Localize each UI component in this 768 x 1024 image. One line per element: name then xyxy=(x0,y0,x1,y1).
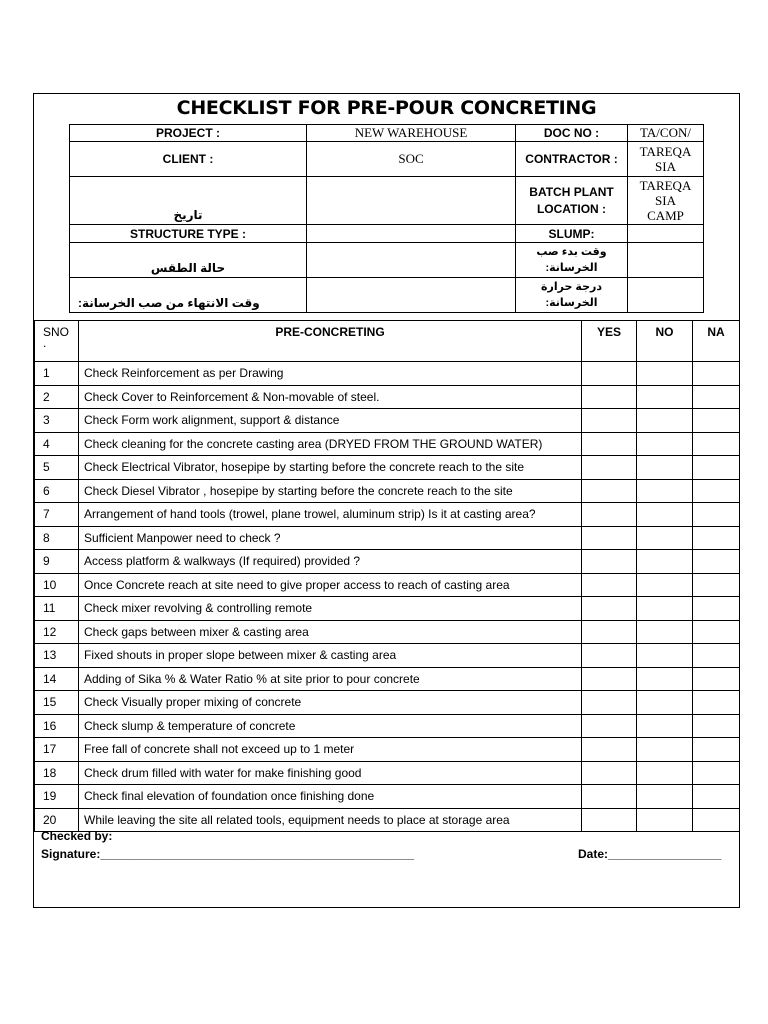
na-checkbox-cell[interactable] xyxy=(693,456,740,480)
checklist-row xyxy=(35,667,740,691)
yes-checkbox-cell[interactable] xyxy=(582,761,637,785)
check-item-text: Check Visually proper mixing of concrete xyxy=(79,691,582,715)
pour-start-value[interactable] xyxy=(628,243,704,278)
checklist-row xyxy=(35,620,740,644)
yes-checkbox-cell[interactable] xyxy=(582,808,637,832)
row-number: 13 xyxy=(35,644,79,668)
checklist-row xyxy=(35,761,740,785)
no-checkbox-cell[interactable] xyxy=(637,738,693,762)
yes-checkbox-cell[interactable] xyxy=(582,785,637,809)
page-title: CHECKLIST FOR PRE-POUR CONCRETING xyxy=(176,97,597,119)
client-value[interactable]: SOC xyxy=(307,142,516,177)
row-number: 10 xyxy=(35,573,79,597)
signature-row xyxy=(41,847,731,865)
na-checkbox-cell[interactable] xyxy=(693,785,740,809)
row-number: 8 xyxy=(35,526,79,550)
yes-checkbox-cell[interactable] xyxy=(582,550,637,574)
no-checkbox-cell[interactable] xyxy=(637,456,693,480)
checklist-row xyxy=(35,456,740,480)
checklist-row xyxy=(35,479,740,503)
check-item-text: Check gaps between mixer & casting area xyxy=(79,620,582,644)
no-checkbox-cell[interactable] xyxy=(637,432,693,456)
no-checkbox-cell[interactable] xyxy=(637,761,693,785)
yes-checkbox-cell[interactable] xyxy=(582,362,637,386)
check-item-text: Check Cover to Reinforcement & Non-movable of steel. xyxy=(79,385,582,409)
row-number: 7 xyxy=(35,503,79,527)
no-checkbox-cell[interactable] xyxy=(637,526,693,550)
batch-plant-label-line: BATCH PLANT xyxy=(529,184,614,199)
yes-checkbox-cell[interactable] xyxy=(582,738,637,762)
client-label: CLIENT : xyxy=(70,142,307,177)
check-item-text: Check slump & temperature of concrete xyxy=(79,714,582,738)
checklist-row xyxy=(35,644,740,668)
check-item-text: Sufficient Manpower need to check ? xyxy=(79,526,582,550)
yes-checkbox-cell[interactable] xyxy=(582,714,637,738)
pour-end-ar-label: وقت الانتهاء من صب الخرسانة: xyxy=(70,278,307,313)
row-number: 5 xyxy=(35,456,79,480)
yes-checkbox-cell[interactable] xyxy=(582,644,637,668)
na-checkbox-cell[interactable] xyxy=(693,597,740,621)
no-checkbox-cell[interactable] xyxy=(637,644,693,668)
check-item-text: Check cleaning for the concrete casting area (DRYED FROM THE GROUND WATER) xyxy=(79,432,582,456)
check-item-text: Check final elevation of foundation once finishing done xyxy=(79,785,582,809)
na-checkbox-cell[interactable] xyxy=(693,620,740,644)
checklist-row xyxy=(35,714,740,738)
checklist-form xyxy=(33,93,740,908)
check-item-text: While leaving the site all related tools, equipment needs to place at storage area xyxy=(79,808,582,832)
checklist-row xyxy=(35,526,740,550)
no-checkbox-cell[interactable] xyxy=(637,667,693,691)
check-item-text: Fixed shouts in proper slope between mixer & casting area xyxy=(79,644,582,668)
contractor-value[interactable] xyxy=(628,142,704,177)
batch-plant-value-line: SIA xyxy=(655,193,676,208)
no-checkbox-cell[interactable] xyxy=(637,597,693,621)
concrete-temp-ar-label-line: الخرسانة: xyxy=(545,297,598,309)
yes-checkbox-cell[interactable] xyxy=(582,456,637,480)
project-value[interactable]: NEW WAREHOUSE xyxy=(307,125,516,142)
sno-header-dot: . xyxy=(43,336,47,350)
check-item-text: Check Form work alignment, support & distance xyxy=(79,409,582,433)
row-number: 19 xyxy=(35,785,79,809)
row-number: 11 xyxy=(35,597,79,621)
na-checkbox-cell[interactable] xyxy=(693,503,740,527)
no-checkbox-cell[interactable] xyxy=(637,385,693,409)
row-number: 12 xyxy=(35,620,79,644)
doc-no-value[interactable]: TA/CON/ xyxy=(628,125,704,142)
na-checkbox-cell[interactable] xyxy=(693,691,740,715)
checklist-row xyxy=(35,785,740,809)
concrete-temp-ar-label-line: درجة حرارة xyxy=(541,281,602,293)
checklist-row xyxy=(35,808,740,832)
na-checkbox-cell[interactable] xyxy=(693,409,740,433)
checklist-row xyxy=(35,362,740,386)
concrete-temp-ar-label xyxy=(516,278,628,313)
na-header: NA xyxy=(693,321,740,362)
checklist-row xyxy=(35,597,740,621)
structure-type-value[interactable] xyxy=(307,225,516,243)
project-info-table xyxy=(69,124,704,313)
batch-plant-label xyxy=(516,177,628,225)
row-number: 17 xyxy=(35,738,79,762)
no-checkbox-cell[interactable] xyxy=(637,573,693,597)
check-item-text: Check Electrical Vibrator, hosepipe by starting before the concrete reach to the site xyxy=(79,456,582,480)
yes-checkbox-cell[interactable] xyxy=(582,691,637,715)
batch-plant-value-line: TAREQA xyxy=(639,178,692,193)
na-checkbox-cell[interactable] xyxy=(693,432,740,456)
checklist-row xyxy=(35,432,740,456)
yes-header: YES xyxy=(582,321,637,362)
row-number: 15 xyxy=(35,691,79,715)
na-checkbox-cell[interactable] xyxy=(693,644,740,668)
checklist-row xyxy=(35,550,740,574)
check-item-text: Free fall of concrete shall not exceed up to 1 meter xyxy=(79,738,582,762)
sign-off-section xyxy=(41,829,731,865)
no-checkbox-cell[interactable] xyxy=(637,362,693,386)
date-value[interactable] xyxy=(307,177,516,225)
row-number: 6 xyxy=(35,479,79,503)
checklist-row xyxy=(35,385,740,409)
batch-plant-value-line: CAMP xyxy=(647,208,684,223)
row-number: 14 xyxy=(35,667,79,691)
row-number: 18 xyxy=(35,761,79,785)
no-checkbox-cell[interactable] xyxy=(637,409,693,433)
row-number: 4 xyxy=(35,432,79,456)
row-number: 16 xyxy=(35,714,79,738)
check-item-text: Check drum filled with water for make finishing good xyxy=(79,761,582,785)
checklist-row xyxy=(35,573,740,597)
slump-label: SLUMP: xyxy=(516,225,628,243)
pour-end-value[interactable] xyxy=(307,278,516,313)
no-checkbox-cell[interactable] xyxy=(637,785,693,809)
slump-value[interactable] xyxy=(628,225,704,243)
yes-checkbox-cell[interactable] xyxy=(582,526,637,550)
row-number: 3 xyxy=(35,409,79,433)
checklist-row xyxy=(35,738,740,762)
row-number: 9 xyxy=(35,550,79,574)
no-checkbox-cell[interactable] xyxy=(637,691,693,715)
doc-no-label: DOC NO : xyxy=(516,125,628,142)
na-checkbox-cell[interactable] xyxy=(693,550,740,574)
contractor-value-line: TAREQA xyxy=(639,144,692,159)
no-checkbox-cell[interactable] xyxy=(637,550,693,574)
checklist-table xyxy=(34,320,740,832)
na-checkbox-cell[interactable] xyxy=(693,738,740,762)
weather-ar-label: حالة الطقس xyxy=(70,243,307,278)
na-checkbox-cell[interactable] xyxy=(693,385,740,409)
section-header: PRE-CONCRETING xyxy=(79,321,582,362)
yes-checkbox-cell[interactable] xyxy=(582,573,637,597)
check-item-text: Arrangement of hand tools (trowel, plane trowel, aluminum strip) Is it at casting area? xyxy=(79,503,582,527)
yes-checkbox-cell[interactable] xyxy=(582,479,637,503)
pour-start-ar-label-line: الخرسانة: xyxy=(545,262,598,274)
no-checkbox-cell[interactable] xyxy=(637,479,693,503)
weather-value[interactable] xyxy=(307,243,516,278)
check-item-text: Check Reinforcement as per Drawing xyxy=(79,362,582,386)
na-checkbox-cell[interactable] xyxy=(693,362,740,386)
pour-start-ar-label xyxy=(516,243,628,278)
concrete-temp-value[interactable] xyxy=(628,278,704,313)
batch-plant-value[interactable] xyxy=(628,177,704,225)
checklist-header-row xyxy=(35,321,740,362)
na-checkbox-cell[interactable] xyxy=(693,808,740,832)
date-field[interactable]: Date:_________________ xyxy=(578,847,722,861)
yes-checkbox-cell[interactable] xyxy=(582,597,637,621)
yes-checkbox-cell[interactable] xyxy=(582,409,637,433)
no-checkbox-cell[interactable] xyxy=(637,620,693,644)
project-label: PROJECT : xyxy=(70,125,307,142)
yes-checkbox-cell[interactable] xyxy=(582,620,637,644)
na-checkbox-cell[interactable] xyxy=(693,761,740,785)
signature-field[interactable]: Signature:_______________________________________________ xyxy=(41,847,415,861)
yes-checkbox-cell[interactable] xyxy=(582,432,637,456)
row-number: 20 xyxy=(35,808,79,832)
structure-type-label: STRUCTURE TYPE : xyxy=(70,225,307,243)
check-item-text: Check mixer revolving & controlling remote xyxy=(79,597,582,621)
checklist-row xyxy=(35,691,740,715)
no-checkbox-cell[interactable] xyxy=(637,808,693,832)
na-checkbox-cell[interactable] xyxy=(693,526,740,550)
yes-checkbox-cell[interactable] xyxy=(582,385,637,409)
yes-checkbox-cell[interactable] xyxy=(582,503,637,527)
checked-by-label: Checked by: xyxy=(41,829,113,843)
checklist-row xyxy=(35,503,740,527)
contractor-label: CONTRACTOR : xyxy=(516,142,628,177)
check-item-text: Once Concrete reach at site need to give proper access to reach of casting area xyxy=(79,573,582,597)
batch-plant-label-line: LOCATION : xyxy=(536,201,607,216)
row-number: 2 xyxy=(35,385,79,409)
na-checkbox-cell[interactable] xyxy=(693,573,740,597)
no-checkbox-cell[interactable] xyxy=(637,714,693,738)
sno-header xyxy=(35,321,79,362)
pour-start-ar-label-line: وقت بدء صب xyxy=(536,246,607,258)
check-item-text: Check Diesel Vibrator , hosepipe by starting before the concrete reach to the site xyxy=(79,479,582,503)
check-item-text: Adding of Sika % & Water Ratio % at site prior to pour concrete xyxy=(79,667,582,691)
sno-header-label: SNO xyxy=(43,325,70,339)
yes-checkbox-cell[interactable] xyxy=(582,667,637,691)
na-checkbox-cell[interactable] xyxy=(693,714,740,738)
contractor-value-line: SIA xyxy=(655,159,676,174)
no-checkbox-cell[interactable] xyxy=(637,503,693,527)
row-number: 1 xyxy=(35,362,79,386)
no-header: NO xyxy=(637,321,693,362)
checklist-row xyxy=(35,409,740,433)
check-item-text: Access platform & walkways (If required) provided ? xyxy=(79,550,582,574)
na-checkbox-cell[interactable] xyxy=(693,479,740,503)
na-checkbox-cell[interactable] xyxy=(693,667,740,691)
date-ar-label: تاريخ xyxy=(70,177,307,225)
